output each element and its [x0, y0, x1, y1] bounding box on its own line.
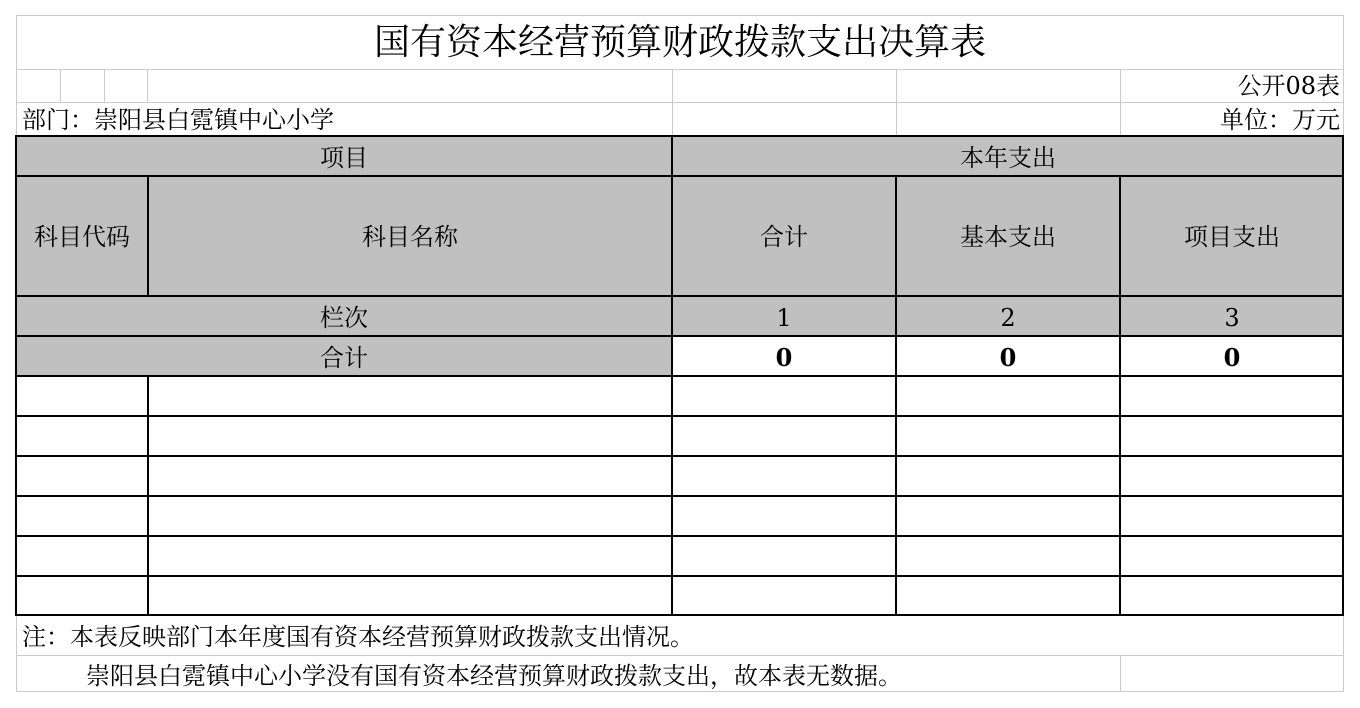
grid-line	[1120, 655, 1121, 692]
table-number: 公开08表	[1237, 72, 1340, 100]
grid-line	[104, 69, 105, 103]
header-item: 项目	[320, 144, 368, 172]
grid-line	[16, 655, 1344, 656]
page-title: 国有资本经营预算财政拨款支出决算表	[373, 22, 986, 63]
table-border	[16, 295, 1344, 297]
grid-line	[16, 15, 1344, 16]
totals-project-value: 0	[1223, 343, 1241, 372]
header-current-year-expense: 本年支出	[960, 144, 1056, 172]
unit-label: 单位：万元	[1220, 106, 1340, 134]
header-project-expense: 项目支出	[1184, 223, 1280, 251]
totals-total-value: 0	[775, 343, 793, 372]
table-border	[16, 175, 1344, 177]
header-total: 合计	[760, 223, 808, 251]
note-description: 注：本表反映部门本年度国有资本经营预算财政拨款支出情况。	[22, 623, 694, 651]
column-number-3: 3	[1224, 304, 1240, 332]
grid-line	[16, 69, 1344, 70]
grid-line	[672, 69, 673, 136]
grid-line	[16, 691, 1344, 692]
note-no-data: 崇阳县白霓镇中心小学没有国有资本经营预算财政拨款支出，故本表无数据。	[86, 662, 902, 690]
table-border	[1342, 135, 1344, 616]
table-row	[17, 497, 1342, 535]
grid-line	[16, 615, 17, 692]
table-border	[16, 335, 1344, 337]
column-number-2: 2	[1000, 304, 1016, 332]
grid-line	[60, 69, 61, 103]
department-label: 部门：崇阳县白霓镇中心小学	[22, 106, 334, 134]
table-border	[16, 614, 1344, 616]
totals-basic-value: 0	[999, 343, 1017, 372]
totals-label: 合计	[320, 344, 368, 372]
header-subject-code: 科目代码	[34, 223, 130, 251]
header-subject-name: 科目名称	[362, 223, 458, 251]
table-row	[17, 417, 1342, 455]
table-row	[17, 537, 1342, 575]
header-column-order: 栏次	[320, 304, 368, 332]
grid-line	[896, 69, 897, 136]
column-number-1: 1	[776, 304, 792, 332]
table-row	[17, 577, 1342, 614]
grid-line	[1343, 615, 1344, 692]
table-border	[16, 135, 1344, 137]
grid-line	[147, 69, 148, 103]
grid-line	[16, 102, 1344, 103]
header-basic-expense: 基本支出	[960, 223, 1056, 251]
table-row	[17, 377, 1342, 415]
table-row	[17, 457, 1342, 495]
